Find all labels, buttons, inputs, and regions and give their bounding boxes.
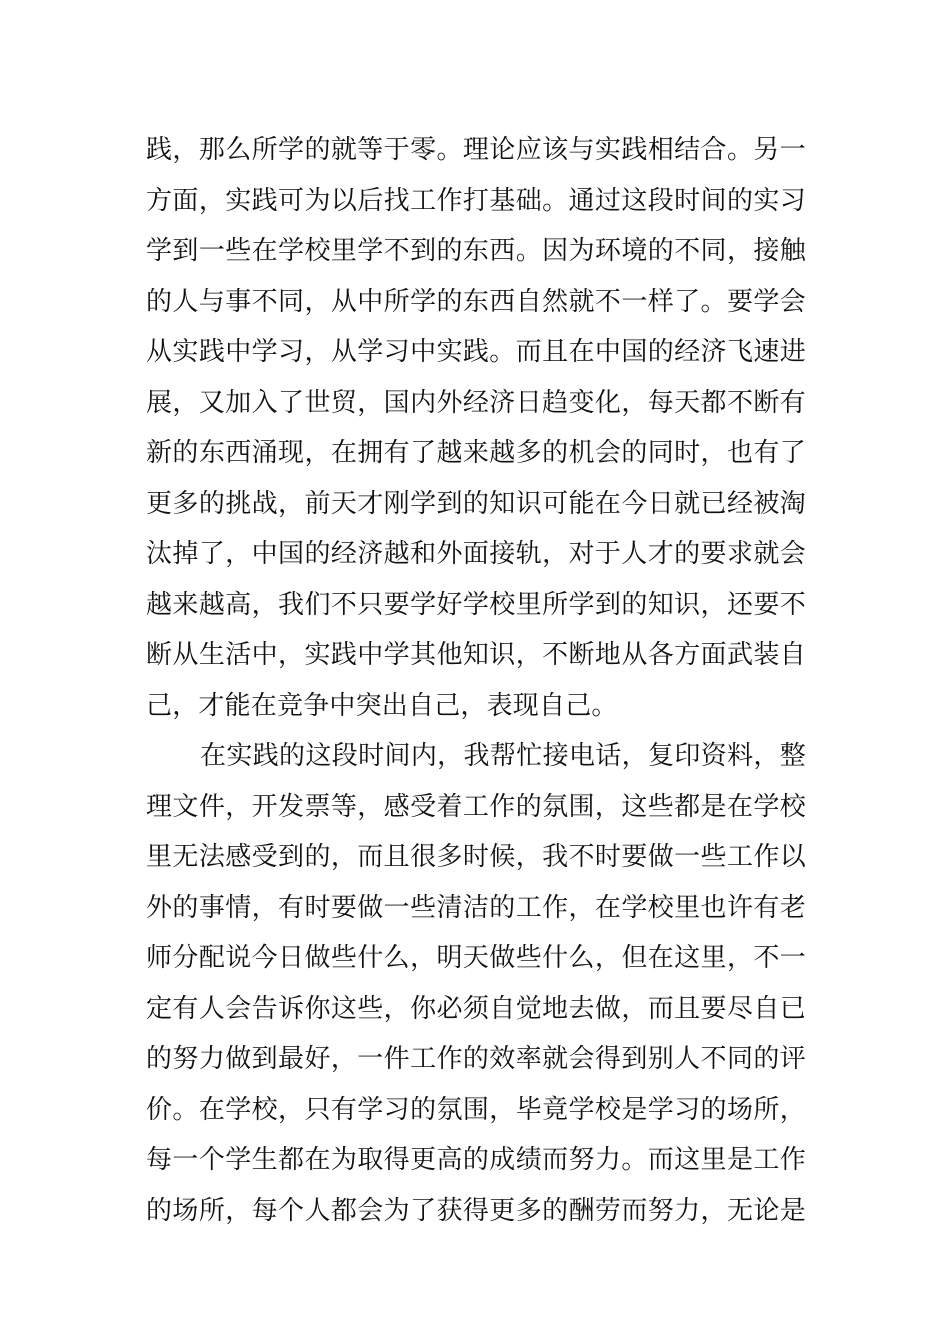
text-line: 理文件，开发票等，感受着工作的氛围，这些都是在学校 <box>146 791 806 822</box>
text-line: 学到一些在学校里学不到的东西。因为环境的不同，接触 <box>146 236 806 266</box>
document-body <box>146 125 806 1236</box>
paragraph-1 <box>146 125 806 731</box>
text-line: 新的东西涌现，在拥有了越来越多的机会的同时，也有了 <box>146 438 806 468</box>
text-line: 的努力做到最好，一件工作的效率就会得到别人不同的评 <box>146 1044 806 1074</box>
text-line: 己，才能在竞争中突出自己，表现自己。 <box>146 690 618 721</box>
text-line: 汰掉了，中国的经济越和外面接轨，对于人才的要求就会 <box>146 539 806 569</box>
text-line: 展，又加入了世贸，国内外经济日趋变化，每天都不断有 <box>146 387 806 418</box>
paragraph-2 <box>146 731 806 1236</box>
text-line: 践，那么所学的就等于零。理论应该与实践相结合。另一 <box>146 135 806 165</box>
text-line: 的场所，每个人都会为了获得更多的酬劳而努力，无论是 <box>146 1195 806 1226</box>
text-line: 更多的挑战，前天才刚学到的知识可能在今日就已经被淘 <box>146 488 806 519</box>
text-line: 断从生活中，实践中学其他知识，不断地从各方面武装自 <box>146 640 806 670</box>
text-line: 每一个学生都在为取得更高的成绩而努力。而这里是工作 <box>146 1145 806 1175</box>
text-line: 方面，实践可为以后找工作打基础。通过这段时间的实习 <box>146 185 806 216</box>
text-line: 从实践中学习，从学习中实践。而且在中国的经济飞速进 <box>146 337 806 367</box>
text-line: 里无法感受到的，而且很多时候，我不时要做一些工作以 <box>146 842 806 872</box>
text-line: 师分配说今日做些什么，明天做些什么，但在这里，不一 <box>146 943 806 973</box>
text-line: 越来越高，我们不只要学好学校里所学到的知识，还要不 <box>146 589 806 620</box>
text-line: 的人与事不同，从中所学的东西自然就不一样了。要学会 <box>146 286 806 317</box>
text-line: 在实践的这段时间内，我帮忙接电话，复印资料，整 <box>200 741 806 771</box>
text-line: 定有人会告诉你这些，你必须自觉地去做，而且要尽自已 <box>146 993 806 1024</box>
text-line: 外的事情，有时要做一些清洁的工作，在学校里也许有老 <box>146 892 806 923</box>
text-line: 价。在学校，只有学习的氛围，毕竟学校是学习的场所， <box>146 1094 806 1125</box>
